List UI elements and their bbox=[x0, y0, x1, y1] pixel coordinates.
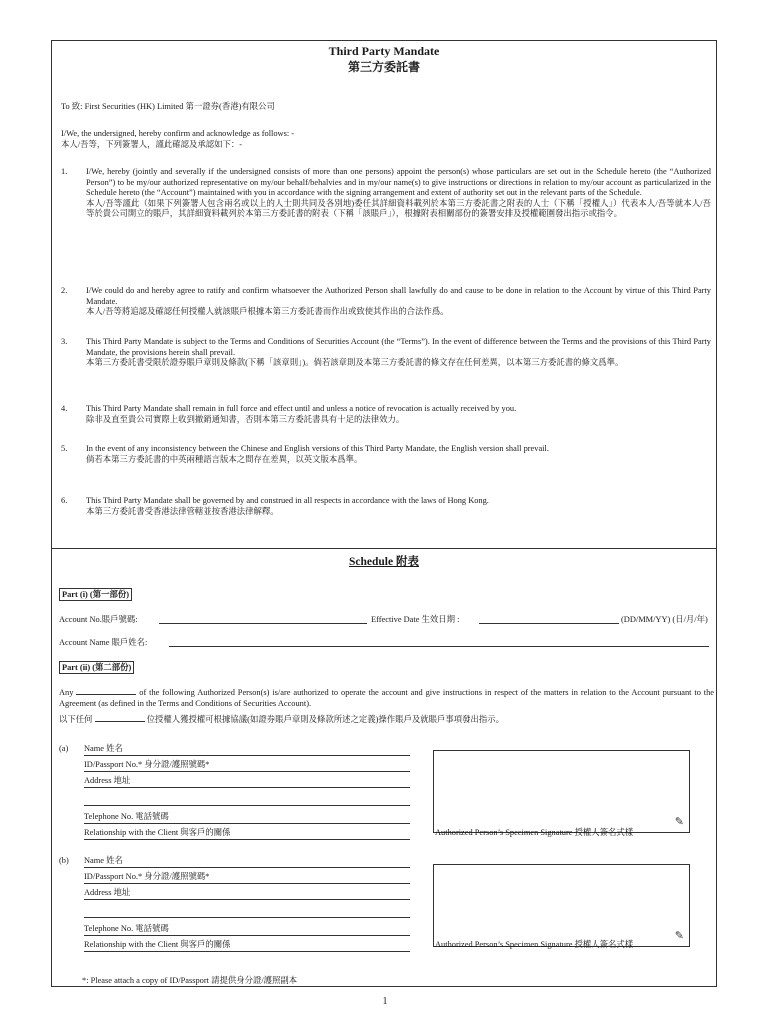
any-prefix: Any bbox=[59, 688, 74, 697]
pen-icon: ✎ bbox=[674, 929, 684, 943]
section-divider bbox=[52, 548, 716, 549]
id-passport-field[interactable] bbox=[84, 872, 410, 884]
name-label: Name 姓名 bbox=[84, 744, 123, 753]
account-name-row bbox=[59, 638, 714, 650]
telephone-field[interactable] bbox=[84, 812, 410, 824]
authorized-person-b bbox=[52, 856, 716, 966]
account-name-label: Account Name 賬戶姓名: bbox=[59, 638, 148, 647]
any-prefix-zh: 以下任何 bbox=[59, 715, 93, 724]
signature-box[interactable] bbox=[433, 864, 690, 947]
id-passport-label: ID/Passport No.* 身分證/護照號碼* bbox=[84, 760, 210, 769]
account-name-field[interactable] bbox=[169, 638, 709, 647]
name-field[interactable] bbox=[84, 856, 410, 868]
signature-label: Authorized Person’s Specimen Signature 授權人簽名式樣 bbox=[435, 828, 634, 837]
clause-text-zh: 倘若本第三方委託書的中英兩種語言版本之間存在差異，以英文版本爲準。 bbox=[86, 454, 363, 464]
relationship-field[interactable] bbox=[84, 828, 410, 840]
clause-text-en: This Third Party Mandate shall be governed by and construed in all respects in accordance with the laws of Hong Kong. bbox=[86, 496, 489, 505]
authorized-person-a bbox=[52, 744, 716, 854]
clause-3 bbox=[61, 337, 713, 389]
intro-en: I/We, the undersigned, hereby confirm and acknowledge as follows: - bbox=[61, 129, 295, 138]
name-field[interactable] bbox=[84, 744, 410, 756]
page-number: 1 bbox=[382, 996, 388, 1007]
clause-text-zh: 除非及直至貴公司實際上收到撤銷通知書，否則本第三方委託書具有十足的法律效力。 bbox=[86, 414, 405, 424]
address-field-line-2[interactable] bbox=[84, 794, 410, 806]
address-field[interactable] bbox=[84, 776, 410, 788]
footnote: *: Please attach a copy of ID/Passport 請提供身分證/護照副本 bbox=[82, 976, 298, 985]
clause-number: 4. bbox=[61, 404, 68, 413]
clause-number: 2. bbox=[61, 286, 68, 295]
person-marker: (a) bbox=[59, 744, 69, 753]
name-label: Name 姓名 bbox=[84, 856, 123, 865]
title-zh: 第三方委託書 bbox=[347, 60, 420, 74]
mandate-form-frame bbox=[51, 40, 717, 987]
relationship-field[interactable] bbox=[84, 940, 410, 952]
clause-text-zh: 本第三方委託書受限於證券賬戶章則及條款(下稱「該章則」)。倘若該章則及本第三方委託書的條文存在任何差異，以本第三方委託書的條文爲準。 bbox=[86, 358, 624, 368]
id-passport-field[interactable] bbox=[84, 760, 410, 772]
address-field[interactable] bbox=[84, 888, 410, 900]
number-of-persons-field[interactable] bbox=[76, 686, 136, 695]
authorization-clause-zh bbox=[59, 713, 714, 726]
telephone-field[interactable] bbox=[84, 924, 410, 936]
clause-1 bbox=[61, 167, 713, 277]
account-no-field[interactable] bbox=[159, 615, 367, 624]
number-of-persons-field-zh[interactable] bbox=[95, 713, 145, 722]
part-1-label: Part (i) (第一部份) bbox=[59, 588, 132, 601]
telephone-label: Telephone No. 電話號碼 bbox=[84, 812, 169, 821]
clause-number: 1. bbox=[61, 167, 68, 176]
addressee-line: To 致: First Securities (HK) Limited 第一證券(香港)有限公司 bbox=[61, 102, 275, 111]
person-marker: (b) bbox=[59, 856, 69, 865]
clause-text-en: In the event of any inconsistency between the Chinese and English versions of this Third Party Mandate, the English version shall prevail. bbox=[86, 444, 549, 453]
address-label: Address 地址 bbox=[84, 888, 131, 897]
relationship-label: Relationship with the Client 與客戶的關係 bbox=[84, 828, 231, 837]
clause-number: 6. bbox=[61, 496, 68, 505]
clause-4 bbox=[61, 404, 713, 430]
account-no-row bbox=[59, 615, 714, 627]
address-label: Address 地址 bbox=[84, 776, 131, 785]
effective-date-field[interactable] bbox=[479, 615, 619, 624]
authorization-text-zh: 位授權人獲授權可根據協議(如證券賬戶章則及條款所述之定義)操作賬戶及就賬戶事項發出指示。 bbox=[146, 715, 505, 724]
clause-text-en: I/We, hereby (jointly and severally if the undersigned consists of more than one persons) appoint the person(s) whose particulars are set out in the Schedule hereto (the “Authorized Person”) to be my/our authorized representative on my/our behalf/behalvies and in my/our name(s) to give instructions or directions in relation to my/our account as particularized in the Schedule hereto (the “Account”) maintained with you in accordance with the signing arrangement and extent of authority set out in the relevant parts of the Schedule. bbox=[86, 167, 711, 198]
id-passport-label: ID/Passport No.* 身分證/護照號碼* bbox=[84, 872, 210, 881]
clause-text-en: This Third Party Mandate is subject to the Terms and Conditions of Securities Account (the “Terms”). In the event of difference between the Terms and the provisions of this Third Party Mandate, the provisions herein shall prevail. bbox=[86, 337, 711, 357]
date-format-hint: (DD/MM/YY) (日/月/年) bbox=[621, 615, 708, 624]
title-en: Third Party Mandate bbox=[328, 44, 440, 58]
pen-icon: ✎ bbox=[674, 815, 684, 829]
signature-label: Authorized Person’s Specimen Signature 授權人簽名式樣 bbox=[435, 940, 634, 949]
account-no-label: Account No.賬戶號碼: bbox=[59, 615, 138, 624]
part-2-label: Part (ii) (第二部份) bbox=[59, 661, 134, 674]
address-field-line-2[interactable] bbox=[84, 906, 410, 918]
schedule-title: Schedule 附表 bbox=[349, 556, 419, 568]
clause-number: 5. bbox=[61, 444, 68, 453]
clause-2 bbox=[61, 286, 713, 326]
clause-text-zh: 本第三方委託書受香港法律管轄並按香港法律解釋。 bbox=[86, 506, 279, 516]
clause-number: 3. bbox=[61, 337, 68, 346]
clause-5 bbox=[61, 444, 713, 484]
intro-zh: 本人/吾等，下列簽署人，謹此確認及承認如下：- bbox=[61, 140, 242, 149]
clause-text-zh: 本人/吾等謹此（如果下列簽署人包含兩名或以上的人士則共同及各別地)委任其詳細資料載列於本第三方委託書之附表的人士（下稱「授權人」）代表本人/吾等就本人/吾等於貴公司開立的賬戶，其詳細資料載列於本第三方委託書的附表（下稱「該賬戶」），根據附表相關部份的簽署安排及授權範圍發出指示或指令。 bbox=[86, 198, 711, 219]
clause-text-zh: 本人/吾等將追認及確認任何授權人就該賬戶根據本第三方委託書而作出或致使其作出的合法作爲。 bbox=[86, 307, 449, 317]
telephone-label: Telephone No. 電話號碼 bbox=[84, 924, 169, 933]
clause-text-en: This Third Party Mandate shall remain in full force and effect until and unless a notice of revocation is actually received by you. bbox=[86, 404, 517, 413]
signature-box[interactable] bbox=[433, 750, 690, 833]
authorization-text-en: of the following Authorized Person(s) is/are authorized to operate the account and give instructions in respect of the matters in relation to the Account pursuant to the Agreement (as defined in the Terms and Conditions of Securities Account). bbox=[59, 688, 715, 708]
effective-date-label: Effective Date 生效日期 : bbox=[371, 615, 460, 624]
clause-text-en: I/We could do and hereby agree to ratify and confirm whatsoever the Authorized Person shall lawfully do and cause to be done in relation to the Account by virtue of this Third Party Mandate. bbox=[86, 286, 711, 306]
relationship-label: Relationship with the Client 與客戶的關係 bbox=[84, 940, 231, 949]
authorization-clause-en bbox=[59, 686, 714, 709]
clause-6 bbox=[61, 496, 713, 522]
